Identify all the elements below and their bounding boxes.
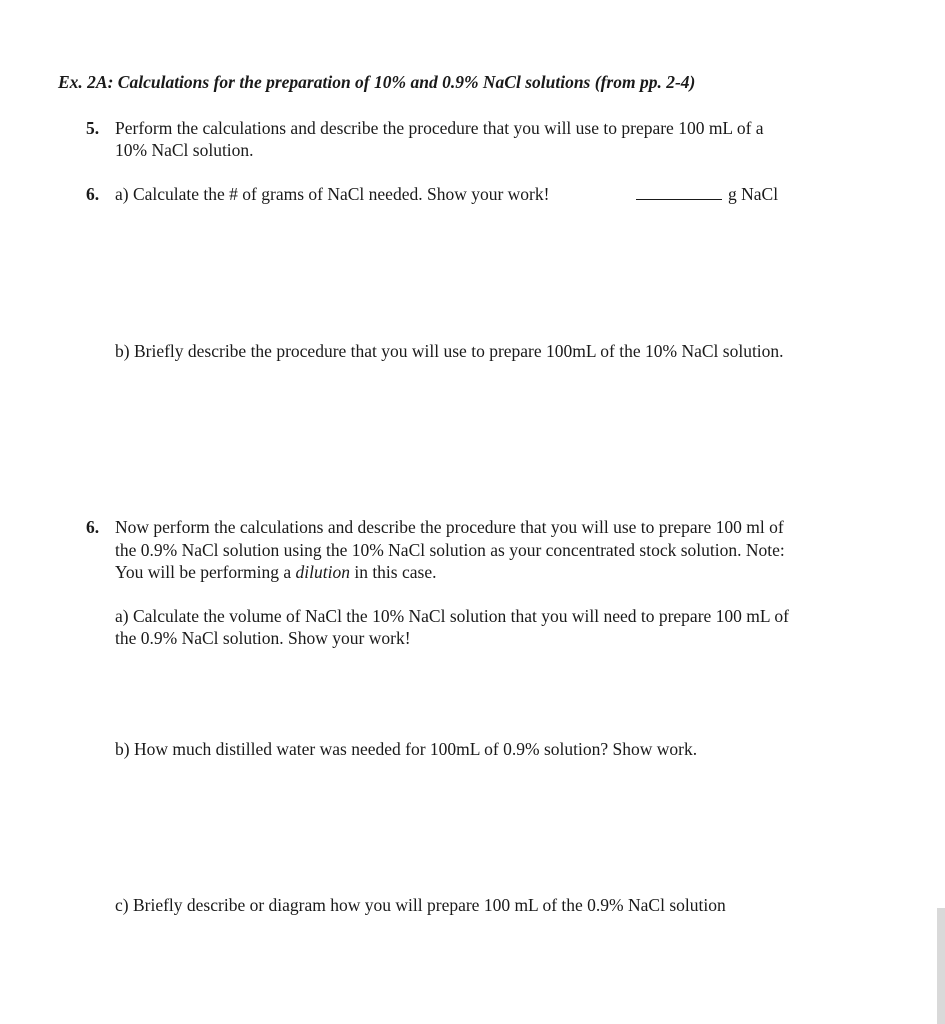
question-6-part-c: c) Briefly describe or diagram how you will prepare 100 mL of the 0.9% NaCl solution — [115, 895, 726, 915]
question-6-part-b: b) How much distilled water was needed for 100mL of 0.9% solution? Show work. — [115, 739, 698, 759]
question-6-second-number: 6. — [86, 517, 100, 537]
answer-blank-line[interactable] — [636, 184, 722, 200]
question-5-line-1: Perform the calculations and describe the procedure that you will use to prepare 100 mL of a — [115, 118, 764, 138]
page-title: Ex. 2A: Calculations for the preparation of 10% and 0.9% NaCl solutions (from pp. 2-4) — [58, 72, 696, 92]
question-6-second-line-1: Now perform the calculations and describe the procedure that you will use to prepare 100 ml of — [115, 517, 784, 537]
question-5-line-2: 10% NaCl solution. — [115, 140, 254, 160]
line-3-after: in this case. — [349, 562, 437, 582]
answer-unit: g NaCl — [728, 184, 779, 204]
question-6-second-line-3 — [115, 561, 865, 583]
question-6-second-line-2: the 0.9% NaCl solution using the 10% NaCl solution as your concentrated stock solution. Note: — [115, 540, 785, 560]
question-6b-text: b) Briefly describe the procedure that you will use to prepare 100mL of the 10% NaCl solution. — [115, 341, 784, 361]
question-6-part-a-line-2: the 0.9% NaCl solution. Show your work! — [115, 628, 411, 648]
grams-answer-slot — [636, 183, 778, 205]
question-6a-number: 6. — [86, 184, 100, 204]
question-6-part-a-line-1: a) Calculate the volume of NaCl the 10% NaCl solution that you will need to prepare 100 mL of — [115, 606, 789, 626]
scrollbar[interactable] — [937, 908, 945, 1024]
dilution-term: dilution — [295, 562, 350, 582]
question-5-number: 5. — [86, 118, 100, 138]
question-6a-text: a) Calculate the # of grams of NaCl needed. Show your work! — [115, 184, 550, 204]
line-3-before: You will be performing a — [115, 562, 296, 582]
